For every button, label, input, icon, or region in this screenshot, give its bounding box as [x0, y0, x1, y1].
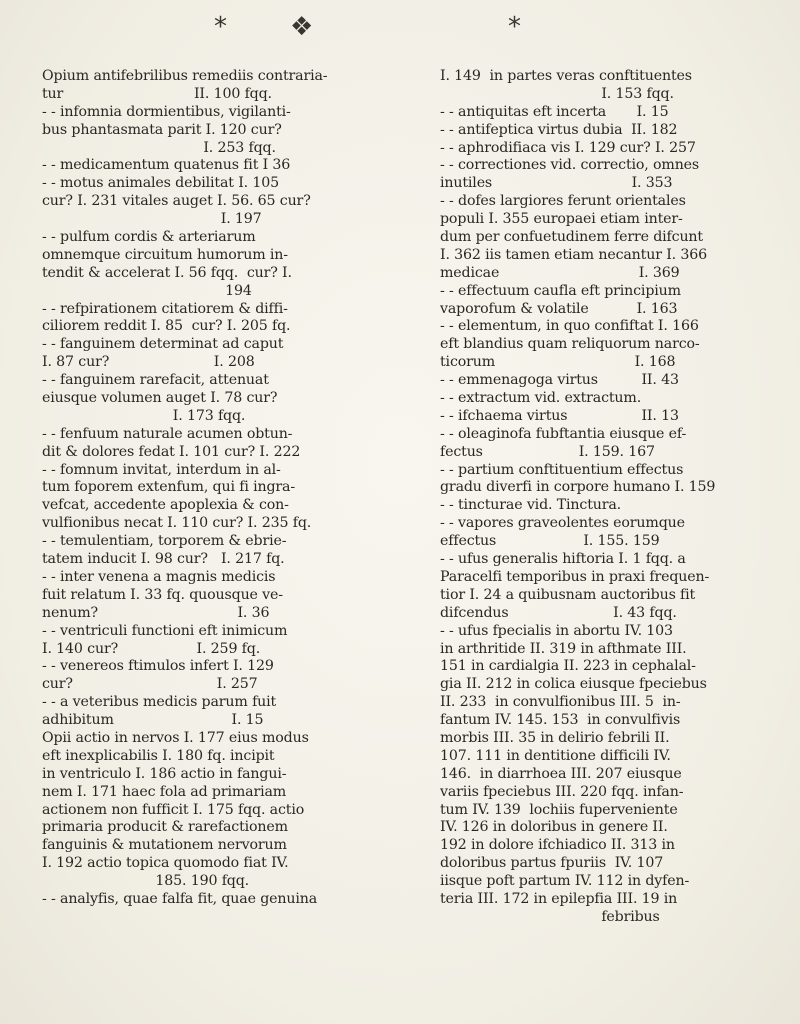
index-line: - - inter venena a magnis medicis: [42, 568, 276, 585]
index-line: cur? I. 231 vitales auget I. 56. 65 cur?: [42, 193, 311, 210]
index-line: variis fpeciebus III. 220 fqq. infan-: [440, 783, 684, 800]
index-line: doloribus partus fpuriis IV. 107: [440, 855, 664, 872]
index-line: - - antifeptica virtus dubia II. 182: [440, 121, 678, 138]
index-line: vulfionibus necat I. 110 cur? I. 235 fq.: [42, 515, 312, 532]
index-line: nem I. 171 haec fola ad primariam: [42, 783, 287, 800]
index-line: II. 233 in convulfionibus III. 5 in-: [440, 694, 681, 711]
index-line: fuit relatum I. 33 fq. quousque ve-: [42, 586, 283, 603]
index-line: - - elementum, in quo confiftat I. 166: [440, 318, 699, 335]
index-line: - - a veteribus medicis parum fuit: [42, 694, 277, 711]
index-line: - - temulentiam, torporem & ebrie-: [42, 533, 287, 550]
index-line: Opium antifebrilibus remediis contraria-: [42, 68, 328, 84]
index-line: teria III. 172 in epilepfia III. 19 in: [440, 890, 678, 907]
index-column-right: [440, 68, 785, 927]
index-line: in arthritide II. 319 in afthmate III.: [440, 640, 687, 657]
ornament-cross-icon: ❖: [290, 12, 314, 42]
index-line: - - dofes largiores ferunt orientales: [440, 193, 686, 210]
index-line: - - ifchaema virtus II. 13: [440, 407, 679, 424]
index-line: - - ventriculi functioni eft inimicum: [42, 622, 288, 639]
index-line: - - emmenagoga virtus II. 43: [440, 372, 679, 389]
index-line: fanguinis & mutationem nervorum: [42, 837, 287, 854]
index-line: - - pulfum cordis & arteriarum: [42, 229, 256, 246]
index-line: difcendus I. 43 fqq.: [440, 604, 677, 621]
index-line: Opii actio in nervos I. 177 eius modus: [42, 729, 309, 746]
index-line: - - venereos ftimulos infert I. 129: [42, 658, 274, 675]
index-line: inutiles I. 353: [440, 175, 673, 192]
index-line: - - fomnum invitat, interdum in al-: [42, 461, 281, 478]
index-line: - - correctiones vid. correctio, omnes: [440, 157, 700, 174]
index-line: - - effectuum caufla eft principium: [440, 282, 681, 299]
index-line: 185. 190 fqq.: [42, 873, 250, 890]
index-line: - - partium conftituentium effectus: [440, 461, 684, 478]
ornament-star-icon: *: [214, 12, 227, 42]
index-line: I. 153 fqq.: [440, 85, 674, 102]
index-line: - - aphrodifiaca vis I. 129 cur? I. 257: [440, 139, 696, 156]
index-line: - - oleaginofa fubftantia eiusque ef-: [440, 425, 687, 442]
index-line: I. 192 actio topica quomodo fiat IV.: [42, 855, 289, 872]
index-line: - - infomnia dormientibus, vigilanti-: [42, 103, 291, 120]
index-line: dit & dolores fedat I. 101 cur? I. 222: [42, 443, 301, 460]
index-line: gradu diverfi in corpore humano I. 159: [440, 479, 716, 496]
index-line: 146. in diarrhoea III. 207 eiusque: [440, 765, 682, 782]
index-line: bus phantasmata parit I. 120 cur?: [42, 121, 282, 138]
index-line: 151 in cardialgia II. 223 in cephalal-: [440, 658, 696, 675]
index-line: primaria producit & rarefactionem: [42, 819, 288, 836]
index-column-left: [42, 68, 402, 909]
index-line: eft blandius quam reliquorum narco-: [440, 336, 700, 353]
index-line: - - fanguinem determinat ad caput: [42, 336, 284, 353]
index-line: I. 173 fqq.: [42, 407, 246, 424]
index-line: - - antiquitas eft incerta I. 15: [440, 103, 669, 120]
index-line: tendit & accelerat I. 56 fqq. cur? I.: [42, 264, 292, 281]
index-line: effectus I. 155. 159: [440, 533, 660, 550]
index-line: in ventriculo I. 186 actio in fangui-: [42, 765, 287, 782]
index-line: - - extractum vid. extractum.: [440, 390, 642, 407]
index-line: I. 197: [42, 211, 262, 228]
index-line: - - ufus fpecialis in abortu IV. 103: [440, 622, 673, 639]
index-line: 107. 111 in dentitione difficili IV.: [440, 747, 671, 764]
index-line: cur? I. 257: [42, 676, 258, 693]
index-line: tum foporem extenfum, qui fi ingra-: [42, 479, 295, 496]
index-line: - - tincturae vid. Tinctura.: [440, 497, 622, 514]
index-line: medicae I. 369: [440, 264, 680, 281]
index-line: fantum IV. 145. 153 in convulfivis: [440, 712, 681, 729]
index-line: adhibitum I. 15: [42, 712, 264, 729]
index-line: - - refpirationem citatiorem & diffi-: [42, 300, 288, 317]
index-line: gia II. 212 in colica eiusque fpeciebus: [440, 676, 707, 693]
index-line: populi I. 355 europaei etiam inter-: [440, 211, 683, 228]
index-line: tatem inducit I. 98 cur? I. 217 fq.: [42, 551, 285, 568]
index-line: nenum? I. 36: [42, 604, 270, 621]
index-line: actionem non fufficit I. 175 fqq. actio: [42, 801, 305, 818]
index-line: dum per confuetudinem ferre difcunt: [440, 229, 703, 246]
index-line: - - motus animales debilitat I. 105: [42, 175, 279, 192]
index-line: tur II. 100 fqq.: [42, 85, 272, 102]
header-ornaments: [0, 8, 800, 60]
index-line: 192 in dolore ifchiadico II. 313 in: [440, 837, 675, 854]
index-line: morbis III. 35 in delirio febrili II.: [440, 729, 670, 746]
index-line: - - fenfuum naturale acumen obtun-: [42, 425, 293, 442]
index-line: - - vapores graveolentes eorumque: [440, 515, 685, 532]
index-line: I. 140 cur? I. 259 fq.: [42, 640, 261, 657]
index-line: eft inexplicabilis I. 180 fq. incipit: [42, 747, 275, 764]
index-line: tior I. 24 a quibusnam auctoribus fit: [440, 586, 696, 603]
index-line: Paracelfi temporibus in praxi frequen-: [440, 568, 710, 585]
index-line: ticorum I. 168: [440, 354, 676, 371]
index-line: omnemque circuitum humorum in-: [42, 246, 288, 263]
index-line: I. 362 iis tamen etiam necantur I. 366: [440, 246, 708, 263]
index-line: - - fanguinem rarefacit, attenuat: [42, 372, 269, 389]
index-line: fectus I. 159. 167: [440, 443, 655, 460]
index-line: vefcat, accedente apoplexia & con-: [42, 497, 289, 514]
index-line: - - ufus generalis hiftoria I. 1 fqq. a: [440, 551, 686, 568]
index-line: IV. 126 in doloribus in genere II.: [440, 819, 668, 836]
index-line: ciliorem reddit I. 85 cur? I. 205 fq.: [42, 318, 291, 335]
index-line: 194: [42, 282, 252, 299]
index-line: I. 87 cur? I. 208: [42, 354, 255, 371]
index-line: febribus: [440, 908, 660, 925]
index-line: eiusque volumen auget I. 78 cur?: [42, 390, 278, 407]
index-line: I. 253 fqq.: [42, 139, 276, 156]
index-line: vaporofum & volatile I. 163: [440, 300, 678, 317]
ornament-star-icon: *: [508, 12, 521, 42]
index-line: I. 149 in partes veras conftituentes: [440, 68, 692, 84]
index-line: - - medicamentum quatenus fit I 36: [42, 157, 291, 174]
index-line: tum IV. 139 lochiis fuperveniente: [440, 801, 678, 818]
index-line: - - analyfis, quae falfa fit, quae genuina: [42, 890, 318, 907]
index-line: iisque poft partum IV. 112 in dyfen-: [440, 873, 690, 890]
